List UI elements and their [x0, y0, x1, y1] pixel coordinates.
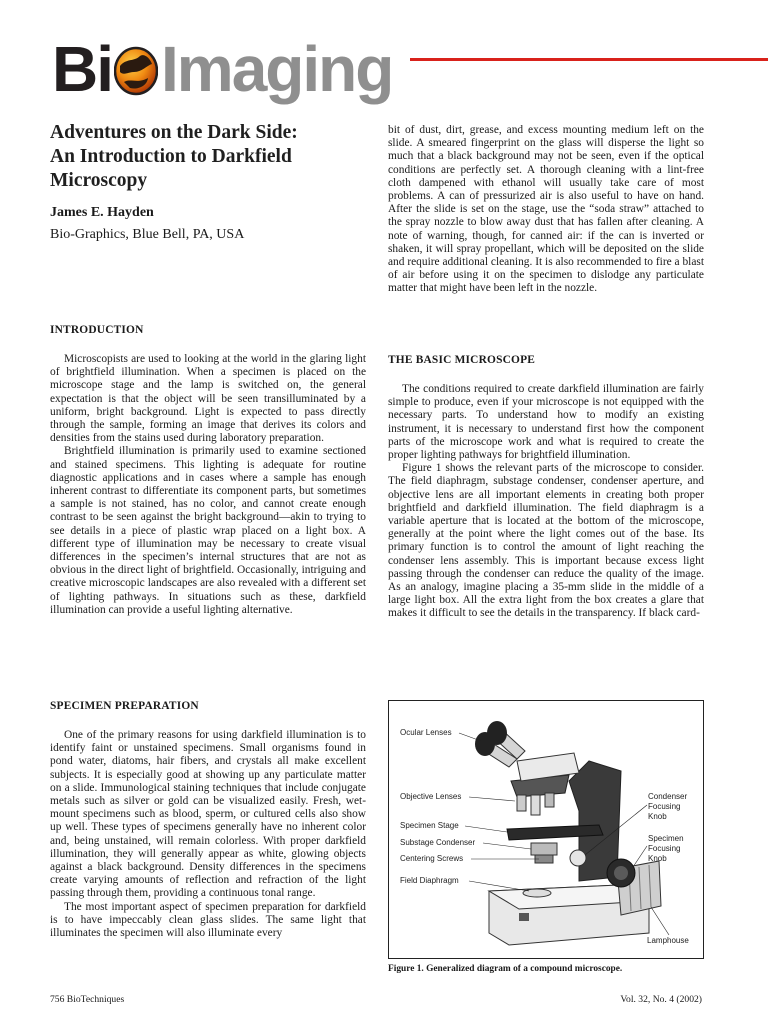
author-affiliation: Bio-Graphics, Blue Bell, PA, USA: [50, 227, 245, 242]
basic-paragraph-1: The conditions required to create darkfield illumination are fairly simple to produce, even if your microscope is not equipped with the necessary parts. To understand how to modify an existing instrument, it is necessary to understand first how the component parts of the microscope work and what is required to create the proper lighting pathways for brightfield illumination.: [388, 383, 704, 462]
introduction-body: [50, 353, 366, 617]
label-condenser-knob-2: Focusing: [648, 802, 681, 811]
label-condenser-knob-1: Condenser: [648, 792, 688, 801]
label-substage-condenser: Substage Condenser: [400, 838, 476, 847]
figure-1-microscope-diagram: [388, 700, 704, 959]
right-column-top: [388, 124, 704, 296]
globe-icon: [114, 42, 158, 96]
journal-logo: [52, 33, 393, 105]
label-field-diaphragm: Field Diaphragm: [400, 876, 459, 885]
heading-basic-microscope: THE BASIC MICROSCOPE: [388, 354, 536, 366]
heading-specimen-preparation: SPECIMEN PREPARATION: [50, 700, 199, 712]
basic-paragraph-2: Figure 1 shows the relevant parts of the microscope to consider. The field diaphragm, substage condenser, condenser aperture, and objective lens are all important elements in creating both proper brightfield and darkfield illumination. The field diaphragm is a variable aperture that is located at the bottom of the microscope, generally at the point where the light comes out of the base. Its primary function is to control the amount of light reaching the condenser lens assembly. This is important because excess light passing through the condenser can reduce the quality of the image. As an analogy, imagine placing a 35-mm slide in the middle of a large light box. All the extra light from the box creates a glare that makes it difficult to see the details in the transparency. If black card-: [388, 462, 704, 620]
author-name: James E. Hayden: [50, 205, 154, 220]
microscope-illustration: [389, 701, 703, 958]
specimen-body: [50, 729, 366, 940]
label-condenser-knob-3: Knob: [648, 812, 667, 821]
intro-paragraph-1: Microscopists are used to looking at the world in the glaring light of brightfield illumination. When a specimen is placed on the microscope stage and the lamp is switched on, the general expectation is that the object will be seen transilluminated by a uniform, bright background. Light is expected to pass directly through the sample, forming an image that derives its colors and densities from the stains used during laboratory preparation.: [50, 353, 366, 445]
intro-paragraph-2: Brightfield illumination is primarily used to examine sectioned and stained specimens. This lighting is adequate for routine diagnostic applications and in cases where a sample has enough inherent contrast to differentiate its component parts, but sometimes a sample is not stained, has no color, and cannot create enough contrast to be seen against the bright background—akin to trying to see details in a piece of plastic wrap placed on a light box. A different type of illumination may be necessary to create visual differences in the specimen’s internal structures that are not as obvious in the direct light of brightfield. Occasionally, intriguing and creative microscopic landscapes are also revealed with a different set of lighting pathways. In situations such as these, darkfield illumination can provide a useful lighting alternative.: [50, 445, 366, 616]
footer-volume-issue: Vol. 32, No. 4 (2002): [620, 994, 702, 1005]
title-line-2: An Introduction to Darkfield: [50, 146, 292, 167]
specimen-paragraph-2: The most important aspect of specimen preparation for darkfield is to have impeccably clean glass slides. The same light that illuminates the specimen will also illuminate every: [50, 900, 366, 940]
logo-text-bi: Bi: [52, 33, 112, 105]
heading-introduction: INTRODUCTION: [50, 324, 144, 336]
cleaning-paragraph: bit of dust, dirt, grease, and excess mounting medium left on the slide. A smeared fingerprint on the glass will disperse the light so much that a black background may not be seen, even if the optical conditions are perfectly set. A thorough cleaning with a lint-free cloth dampened with ethanol will usually take care of most problems. A can of pressurized air is also useful to have on hand. After the slide is set on the stage, use the “soda straw” attached to the spray nozzle to blow away dust that has fallen after cleaning. A note of warning, though, for canned air: if the can is inverted or shaken, it will spray propellant, which will be deposited on the slide and require additional cleaning. It is also recommended to fire a blast of air before using it on the specimen to dislodge any particulate matter that might have been left in the nozzle.: [388, 124, 704, 295]
footer-page-journal: 756 BioTechniques: [50, 994, 125, 1005]
label-specimen-knob-2: Focusing: [648, 844, 681, 853]
figure-caption: Figure 1. Generalized diagram of a compound microscope.: [388, 964, 623, 974]
label-specimen-knob-3: Knob: [648, 854, 667, 863]
label-centering-screws: Centering Screws: [400, 854, 464, 863]
specimen-paragraph-1: One of the primary reasons for using darkfield illumination is to identify faint or unstained specimens. Small organisms found in pond water, diatoms, hair fibers, and crystals all make excellent subjects. It is especially good at showing up any particulate matter on a slide. Immunological staining techniques that include conjugate metals such as silver or gold can be visualized easily. Fresh, wet-mount specimens such as blood, sperm, or cultured cells also show up well. These types of specimens generally have no inherent color and, being unstained, will remain colorless. With proper darkfield illumination, they will generally appear as white, glowing objects against a black background. Density differences in the specimens create varying amounts of reflection and refraction of the light passing through them, providing a continuous tonal range.: [50, 729, 366, 900]
label-specimen-stage: Specimen Stage: [400, 821, 459, 830]
header-rule: [410, 58, 768, 61]
logo-text-imaging: Imaging: [161, 33, 393, 105]
title-line-1: Adventures on the Dark Side:: [50, 122, 298, 143]
title-line-3: Microscopy: [50, 170, 148, 191]
article-title: [50, 121, 370, 193]
label-ocular-lenses: Ocular Lenses: [400, 728, 452, 737]
label-lamphouse: Lamphouse: [647, 936, 689, 945]
basic-microscope-body: [388, 383, 704, 621]
label-objective-lenses: Objective Lenses: [400, 792, 462, 801]
label-specimen-knob-1: Specimen: [648, 834, 684, 843]
